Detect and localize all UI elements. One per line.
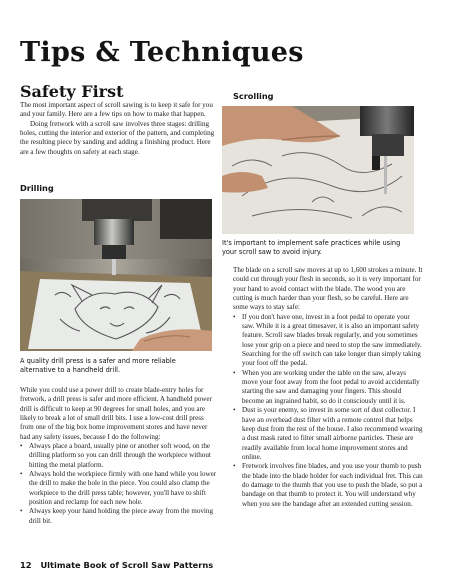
scrolling-text: [233, 266, 423, 509]
scrolling-caption: It's important to implement safe practices while using your scroll saw to avoid injury.: [222, 239, 401, 256]
list-item: • When you are working under the table on the saw, always move your foot away from the foot pedal to avoid accidentally starting the saw and damaging your fingers. This should become an ingrained habit, so do it consciously until it is.: [233, 369, 423, 406]
list-item: • Always keep your hand holding the piece away from the moving drill bit.: [20, 507, 218, 526]
book-title: Ultimate Book of Scroll Saw Patterns: [40, 560, 214, 570]
intro-paragraph-2: Doing fretwork with a scroll saw involves three stages: drilling holes, cutting the interior and exterior of the pattern, and completing the resulting piece by sanding and adding a finishing product. Here are a few thoughts on safety at each stage.: [20, 119, 215, 156]
drill-press-photo: [20, 199, 212, 351]
drilling-heading: Drilling: [20, 183, 54, 193]
drilling-text: [20, 386, 218, 526]
page-number: 12: [20, 560, 32, 570]
section-title: Safety First: [20, 82, 124, 101]
intro-paragraph-1: The most important aspect of scroll sawing is to keep it safe for you and your family. Here are a few tips on how to make that happen.: [20, 101, 213, 119]
scrolling-paragraph: The blade on a scroll saw moves at up to 1,600 strokes a minute. It could cut through your flesh in seconds, so it is very important for your hand to avoid contact with the blade. The wood you are cutting is much harder than your flesh, so be careful. Here are some ways to stay safe:: [233, 266, 423, 312]
scrolling-bullet-list: [233, 313, 423, 509]
list-item: • Dust is your enemy, so invest in some sort of dust collector. I have an overhead dust filter with a remote control that helps keep dust from the rest of the house. I also recommend wearing a dust mask rated to filter small airborne particles. These are readily available from local home improvement stores and online.: [233, 406, 423, 462]
intro-text: [20, 101, 218, 157]
scrolling-heading: Scrolling: [233, 91, 274, 101]
drilling-bullet-list: [20, 442, 218, 526]
list-item: • If you don't have one, invest in a foot pedal to operate your saw. While it is a great timesaver, it is also an important safety feature. Scroll saw blades break regularly, and you sometimes lose your grip on a piece and need to stop the saw immediately. Searching for the off switch can take longer than simply taking your foot off the pedal.: [233, 313, 423, 369]
drilling-paragraph: While you could use a power drill to create blade-entry holes for fretwork, a drill press is safer and more efficient. A handheld power drill is difficult to keep at 90 degrees for small holes, and you are likely to break a lot of small drill bits. I use a low-cost drill press from one of the big box home improvement stores and have never had any safety issues, because I do the following:: [20, 386, 212, 441]
list-item: • Fretwork involves fine blades, and you use your thumb to push the blade into the blade holder for each individual fret. This can do damage to the thumb that you use to push the blade, so put a bandage on that thumb to protect it. You will understand why when you see the bandage after an extended cutting session.: [233, 462, 423, 509]
page-title: Tips & Techniques: [20, 37, 304, 68]
drilling-caption: A quality drill press is a safer and more reliable alternative to a handheld drill.: [20, 357, 176, 374]
scroll-saw-photo: [222, 106, 414, 234]
list-item: • Always hold the workpiece firmly with one hand while you lower the drill to make the hole in the piece. You could also clamp the workpiece to the drill press table; however, you'll have to shift position and reclamp for each new hole.: [20, 470, 218, 507]
page-footer: [20, 560, 213, 570]
list-item: • Always place a board, usually pine or another soft wood, on the drilling platform so you can drill through the workpiece without hitting the metal platform.: [20, 442, 218, 470]
